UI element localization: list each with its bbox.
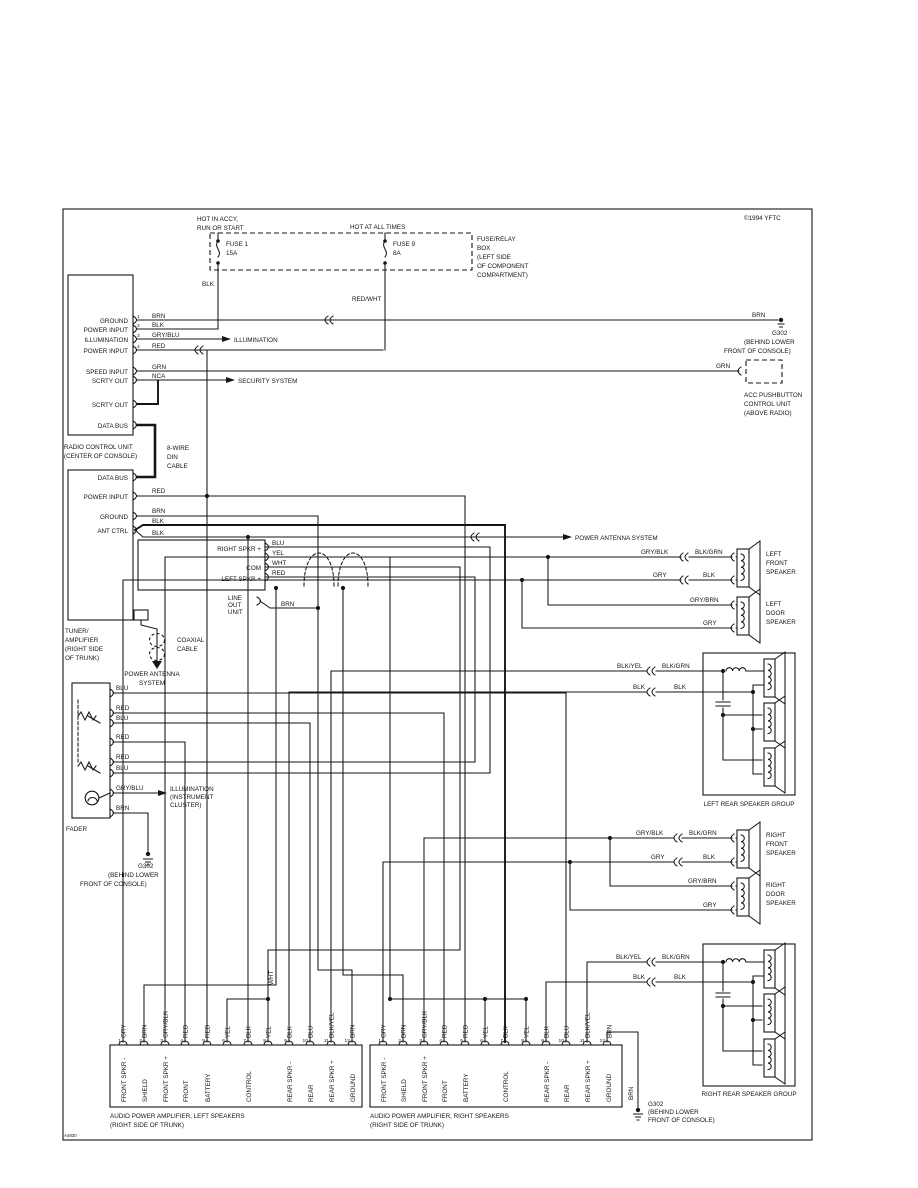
hot-in-accy-label: HOT IN ACCY, — [197, 216, 239, 223]
coaxial-label-2: CABLE — [177, 646, 198, 653]
radio-pin-ground: GROUND — [100, 318, 128, 325]
tuner-pin-databus: DATA BUS — [97, 475, 128, 482]
right-amp-wire-labels — [381, 1010, 614, 1038]
r-wire-8: YEL — [523, 1026, 531, 1038]
l-num-9: 9 — [284, 1039, 287, 1044]
fader-wire-gryblu: GRY/BLU — [116, 785, 144, 792]
fusebox-name-5: COMPARTMENT) — [477, 272, 528, 279]
r-pin-12: GROUND — [606, 1074, 613, 1102]
r-num-11: 11 — [579, 1039, 585, 1044]
l-num-3: 3 — [160, 1039, 163, 1044]
fusebox-name-1: FUSE/RELAY — [477, 236, 516, 243]
wire-blk-pin2: BLK — [152, 322, 164, 329]
r-num-9: 9 — [541, 1039, 544, 1044]
wire-red-pin4: RED — [152, 343, 166, 350]
tuner-amplifier — [65, 470, 658, 687]
tuner-name-4: OF TRUNK) — [65, 655, 100, 662]
left-rear-group-label: LEFT REAR SPEAKER GROUP — [703, 801, 795, 808]
lr-wire-blk1: BLK — [633, 684, 645, 691]
fader-wire-blu1: BLU — [116, 685, 129, 692]
r-wire-11: BLK/YEL — [584, 1012, 592, 1038]
power-antenna-label-1: POWER ANTENNA — [124, 671, 180, 678]
r-pin-7: CONTROL — [503, 1071, 510, 1102]
lf-speaker-2: FRONT — [766, 560, 788, 567]
right-front-speaker — [636, 822, 796, 876]
l-num-8: 8 — [263, 1039, 266, 1044]
rd-speaker-2: DOOR — [766, 891, 785, 898]
fusebox-name-2: BOX — [477, 245, 491, 252]
acc-label-3: (ABOVE RADIO) — [744, 410, 792, 417]
r-ground-wire-brn: BRN — [628, 1086, 635, 1100]
right-amp-pin-arcs — [379, 1041, 611, 1045]
line-out-1: LINE — [228, 595, 242, 602]
left-amp-wire-labels — [121, 971, 357, 1038]
din-cable-2: DIN — [167, 454, 178, 461]
rf-wire-blkgrn: BLK/GRN — [689, 830, 717, 837]
lf-speaker-3: SPEAKER — [766, 569, 796, 576]
left-amplifier — [110, 971, 362, 1129]
conn-com: COM — [246, 565, 261, 572]
r-pin-9: REAR SPKR - — [544, 1061, 551, 1102]
l-num-10: 10 — [302, 1039, 308, 1044]
wire-blk-fuse1: BLK — [202, 281, 214, 288]
fader-wire-red2: RED — [116, 734, 130, 741]
power-antenna-arrow — [563, 534, 572, 540]
l-wire-3: GRY/BLK — [162, 1010, 170, 1038]
wire-blk-ant2: BLK — [152, 530, 164, 537]
coaxial-label-1: COAXIAL — [177, 637, 205, 644]
l-wire-6: YEL — [224, 1026, 232, 1038]
wire-blu-rspkr: BLU — [272, 540, 285, 547]
lr-speakers — [764, 652, 785, 793]
left-front-speaker — [641, 541, 796, 595]
l-pin-2: SHIELD — [142, 1079, 149, 1102]
radio-pin-databus: DATA BUS — [97, 423, 128, 430]
r-pin-5: BATTERY — [463, 1073, 470, 1102]
acc-label-2: CONTROL UNIT — [744, 401, 791, 408]
radio-pin-scrty2: SCRTY OUT — [91, 402, 128, 409]
copyright: ©1994 YFTC — [744, 215, 781, 222]
fader-wire-brn: BRN — [116, 805, 130, 812]
l-pin-5: BATTERY — [205, 1073, 212, 1102]
ground-symbol-top — [778, 318, 784, 327]
fader-g302: G302 — [138, 863, 154, 870]
radio-pin-scrty1: SCRTY OUT — [91, 378, 128, 385]
wire-redwht-fuse9: RED/WHT — [352, 296, 382, 303]
rr-speakers — [764, 943, 785, 1084]
tuner-pin-antctrl: ANT CTRL — [97, 528, 128, 535]
fusebox-name-3: (LEFT SIDE — [477, 254, 511, 261]
lr-wire-blk2: BLK — [674, 684, 686, 691]
r-pin-4: FRONT — [442, 1080, 449, 1102]
antenna-jack — [134, 610, 148, 620]
r-num-2: 2 — [398, 1039, 401, 1044]
rr-wire-blk2: BLK — [674, 974, 686, 981]
r-pin-2: SHIELD — [401, 1079, 408, 1102]
fuse1-rating: 15A — [226, 250, 238, 257]
l-wire-5: RED — [204, 1024, 212, 1038]
power-antenna-label-2: SYSTEM — [139, 680, 165, 687]
radio-pin-num-4: 4 — [137, 345, 140, 350]
l-wire-1: GRY — [120, 1024, 128, 1038]
din-cable-3: CABLE — [167, 463, 188, 470]
fader-g302-loc2: FRONT OF CONSOLE) — [80, 881, 147, 888]
l-pin-11: REAR SPKR + — [329, 1060, 336, 1102]
l-wire-11: BLK/YEL — [328, 1012, 336, 1038]
wire-nca-scrty: NCA — [152, 373, 166, 380]
rf-wire-blk: BLK — [703, 854, 715, 861]
ld-wire-grybrn: GRY/BRN — [690, 597, 719, 604]
l-num-5: 5 — [202, 1039, 205, 1044]
conn-right-spkr: RIGHT SPKR + — [217, 546, 261, 553]
fader-wire-red3: RED — [116, 754, 130, 761]
fader-illum-1: ILLUMINATION — [170, 786, 214, 793]
rf-speaker-3: SPEAKER — [766, 850, 796, 857]
wire-red-tuner: RED — [152, 488, 166, 495]
l-num-7: 7 — [243, 1039, 246, 1044]
r-num-7: 7 — [500, 1039, 503, 1044]
l-pin-12: GROUND — [350, 1074, 357, 1102]
radio-pin-power2: POWER INPUT — [83, 348, 128, 355]
din-cable-1: 8-WIRE — [167, 445, 190, 452]
lf-wire-gry: GRY — [653, 572, 667, 579]
r-wire-6: YEL — [482, 1026, 490, 1038]
ld-speaker-1: LEFT — [766, 601, 782, 608]
antenna-down-arrow — [152, 661, 162, 669]
fuse-relay-box — [197, 216, 529, 303]
wire-grn-speed: GRN — [152, 364, 166, 371]
fuse9-label: FUSE 9 — [393, 241, 416, 248]
power-antenna-system-label: POWER ANTENNA SYSTEM — [575, 535, 658, 542]
r-wire-2: BRN — [400, 1024, 408, 1038]
junction-dots — [205, 239, 612, 1001]
right-amp-pin-numbers — [378, 1038, 605, 1044]
wire-red-lspkr: RED — [272, 570, 286, 577]
r-wire-5: RED — [462, 1024, 470, 1038]
wire-yel-conn: YEL — [272, 550, 284, 557]
acc-pushbutton-unit — [716, 360, 803, 417]
l-num-2: 2 — [139, 1039, 142, 1044]
security-system-label: SECURITY SYSTEM — [238, 378, 298, 385]
lr-wire-blkgrn: BLK/GRN — [662, 663, 690, 670]
rr-wire-blk1: BLK — [633, 974, 645, 981]
l-num-4: 4 — [180, 1039, 183, 1044]
right-amp-caption-1: AUDIO POWER AMPLIFIER, RIGHT SPEAKERS — [370, 1113, 509, 1120]
r-pin-10: REAR — [564, 1084, 571, 1102]
fader-label: FADER — [66, 826, 87, 833]
l-pin-1: FRONT SPKR - — [121, 1057, 128, 1102]
right-amp-pin-names — [381, 1056, 613, 1102]
illumination-arrow — [222, 336, 231, 342]
fader-illum-arrow — [158, 790, 167, 796]
l-wire-8: YEL — [265, 1026, 273, 1038]
r-num-4: 4 — [439, 1039, 442, 1044]
lf-wire-blk: BLK — [703, 572, 715, 579]
ld-speaker-3: SPEAKER — [766, 619, 796, 626]
acc-label-1: ACC PUSHBUTTON — [744, 392, 803, 399]
wire-grn-acc: GRN — [716, 363, 730, 370]
right-amplifier — [370, 1010, 715, 1129]
radio-pin-num-2: 2 — [137, 324, 140, 329]
right-rear-speaker-group — [616, 943, 797, 1098]
g302-top-loc1: (BEHIND LOWER — [744, 339, 795, 346]
wire-gryblu-pin3: GRY/BLU — [152, 332, 180, 339]
l-wire-12: BRN — [349, 1024, 357, 1038]
r-pin-3: FRONT SPKR + — [422, 1056, 429, 1102]
r-num-5: 5 — [460, 1039, 463, 1044]
right-door-speaker — [688, 870, 796, 924]
right-rear-group-label: RIGHT REAR SPEAKER GROUP — [701, 1091, 797, 1098]
rd-speaker-3: SPEAKER — [766, 900, 796, 907]
r-num-12: 12 — [599, 1039, 605, 1044]
r-num-8: 8 — [521, 1039, 524, 1044]
radio-name-1: RADIO CONTROL UNIT — [64, 444, 133, 451]
r-num-10: 10 — [558, 1039, 564, 1044]
l-wire-wht-upper: WHT — [268, 970, 275, 985]
r-wire-4: RED — [441, 1024, 449, 1038]
l-wire-4: RED — [182, 1024, 190, 1038]
tuner-pin-ground: GROUND — [100, 514, 128, 521]
tuner-name-2: AMPLIFIER — [65, 637, 99, 644]
r-wire-9: BLK — [543, 1026, 551, 1038]
r-wire-7: BLK — [502, 1026, 510, 1038]
g302-top-loc2: FRONT OF CONSOLE) — [724, 348, 791, 355]
g302-top-label: G302 — [772, 330, 788, 337]
radio-pin-num-3: 3 — [137, 334, 140, 339]
wire-brn-g302: BRN — [752, 312, 766, 319]
run-or-start-label: RUN OR START — [197, 225, 244, 232]
l-wire-10: BLU — [307, 1025, 315, 1038]
l-num-1: 1 — [118, 1039, 121, 1044]
left-amp-pin-arcs — [119, 1041, 356, 1045]
r-wire-12: BRN — [606, 1024, 614, 1038]
fuse1-label: FUSE 1 — [226, 241, 249, 248]
left-amp-caption-2: (RIGHT SIDE OF TRUNK) — [110, 1122, 184, 1129]
speaker-out-connector — [138, 540, 295, 616]
l-wire-7: BLK — [245, 1026, 253, 1038]
r-wire-10: BLU — [563, 1025, 571, 1038]
right-amp-caption-2: (RIGHT SIDE OF TRUNK) — [370, 1122, 444, 1129]
fader-wire-red1: RED — [116, 705, 130, 712]
rf-wire-gryblk: GRY/BLK — [636, 830, 664, 837]
left-amp-pin-numbers — [118, 1038, 350, 1044]
r-wire-1: GRY — [380, 1024, 388, 1038]
r-wire-3: GRY/BLK — [421, 1010, 429, 1038]
radio-name-2: (CENTER OF CONSOLE) — [64, 453, 138, 460]
left-amp-pin-names — [121, 1056, 357, 1102]
wire-wht-com: WHT — [272, 560, 287, 567]
fader-illum-2: (INSTRUMENT — [170, 794, 214, 801]
r-num-3: 3 — [419, 1039, 422, 1044]
fader-wire-blu2: BLU — [116, 715, 129, 722]
l-wire-9: BLK — [286, 1026, 294, 1038]
tuner-pin-power: POWER INPUT — [83, 494, 128, 501]
lf-speaker-1: LEFT — [766, 551, 782, 558]
fader — [66, 683, 214, 888]
r-pin-1: FRONT SPKR - — [381, 1057, 388, 1102]
line-out-3: UNIT — [228, 609, 243, 616]
l-num-6: 6 — [222, 1039, 225, 1044]
wire-brn-tuner: BRN — [152, 508, 166, 515]
wire-brn-lineout: BRN — [281, 601, 295, 608]
fuse9-rating: 8A — [393, 250, 401, 257]
line-out-2: OUT — [228, 602, 242, 609]
r-num-6: 6 — [480, 1039, 483, 1044]
lr-wire-blkyel: BLK/YEL — [617, 663, 643, 670]
radio-pin-num-1: 1 — [137, 315, 140, 320]
radio-control-unit — [64, 275, 297, 470]
fusebox-name-4: OF COMPONENT — [477, 263, 529, 270]
l-pin-10: REAR — [308, 1084, 315, 1102]
ramp-g302-loc1: (BEHIND LOWER — [648, 1109, 699, 1116]
l-num-12: 12 — [344, 1039, 350, 1044]
rd-wire-grybrn: GRY/BRN — [688, 878, 717, 885]
ramp-g302-loc2: FRONT OF CONSOLE) — [648, 1117, 715, 1124]
tuner-name-3: (RIGHT SIDE — [65, 646, 104, 653]
wire-brn-pin1: BRN — [152, 313, 166, 320]
rf-speaker-2: FRONT — [766, 841, 788, 848]
rd-wire-gry: GRY — [703, 902, 717, 909]
l-pin-7: CONTROL — [246, 1071, 253, 1102]
illumination-arrow-label: ILLUMINATION — [234, 337, 278, 344]
ground-symbol-right-amp — [634, 1108, 643, 1120]
tuner-name-1: TUNER/ — [65, 628, 89, 635]
conn-left-spkr: LEFT SPKR + — [221, 576, 261, 583]
lf-wire-blkgrn: BLK/GRN — [695, 549, 723, 556]
fader-illum-3: CLUSTER) — [170, 802, 202, 809]
radio-pin-illumination: ILLUMINATION — [84, 337, 128, 344]
rf-wire-gry: GRY — [651, 854, 665, 861]
ld-wire-gry: GRY — [703, 620, 717, 627]
rr-wire-blkyel: BLK/YEL — [616, 954, 642, 961]
fader-g302-loc1: (BEHIND LOWER — [108, 872, 159, 879]
rd-speaker-1: RIGHT — [766, 882, 786, 889]
ramp-g302: G302 — [648, 1101, 664, 1108]
l-wire-2: BRN — [141, 1024, 149, 1038]
radio-pin-power1: POWER INPUT — [83, 327, 128, 334]
left-door-speaker — [690, 589, 796, 643]
l-pin-4: FRONT — [183, 1080, 190, 1102]
r-pin-11: REAR SPKR + — [585, 1060, 592, 1102]
ld-speaker-2: DOOR — [766, 610, 785, 617]
fader-wire-blu3: BLU — [116, 765, 129, 772]
l-pin-9: REAR SPKR - — [287, 1061, 294, 1102]
g302-top — [724, 312, 795, 355]
security-arrow — [226, 377, 235, 383]
rf-speaker-1: RIGHT — [766, 832, 786, 839]
r-num-1: 1 — [378, 1039, 381, 1044]
hot-at-all-times-label: HOT AT ALL TIMES — [350, 224, 406, 231]
l-num-11: 11 — [323, 1039, 329, 1044]
l-pin-3: FRONT SPKR + — [163, 1056, 170, 1102]
left-amp-caption-1: AUDIO POWER AMPLIFIER, LEFT SPEAKERS — [110, 1113, 245, 1120]
rr-wire-blkgrn: BLK/GRN — [662, 954, 690, 961]
sheet-code: A4830 — [64, 1133, 77, 1138]
left-rear-speaker-group — [617, 652, 795, 808]
lf-wire-gryblk: GRY/BLK — [641, 549, 669, 556]
wire-blk-ant1: BLK — [152, 518, 164, 525]
radio-pin-speed: SPEED INPUT — [86, 369, 128, 376]
